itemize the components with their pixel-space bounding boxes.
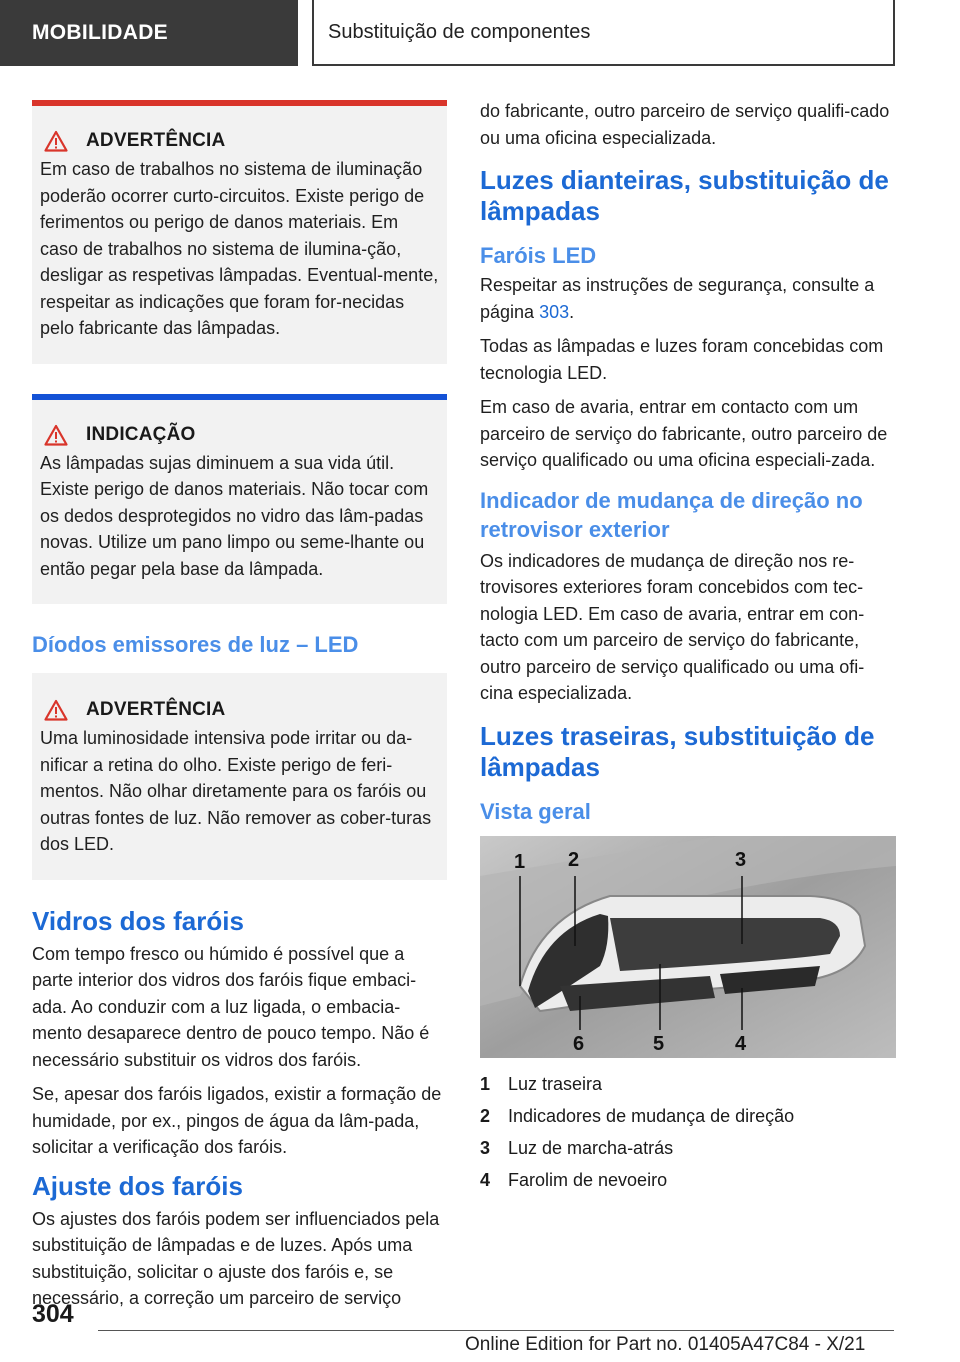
figure-label: 2 — [568, 848, 580, 871]
warning-triangle-icon — [44, 130, 68, 152]
rear-lights-heading: Luzes traseiras, substituição de lâmpadas — [480, 720, 875, 782]
left-column — [32, 100, 447, 1320]
notice-title: INDICAÇÃO — [86, 423, 196, 445]
figure-label: 1 — [514, 850, 526, 873]
overview-subheading: Vista geral — [480, 798, 591, 824]
warning-header — [40, 699, 439, 721]
adjust-heading: Ajuste dos faróis — [32, 1170, 243, 1201]
section-title: MOBILIDADE — [32, 21, 168, 44]
led-heading: Díodos emissores de luz – LED — [32, 632, 359, 657]
legend-number: 3 — [480, 1137, 491, 1158]
figure-label: 5 — [653, 1032, 665, 1055]
mirror-indicator-subheading: Indicador de mudança de direção no retrovisor exterior — [480, 487, 863, 542]
led-paragraph-2: Todas as lâmpadas e luzes foram concebidas com tecnologia LED. — [480, 336, 884, 383]
legend-item — [480, 1100, 896, 1132]
mirror-paragraph: Os indicadores de mudança de direção nos re-trovisores exteriores foram concebidos com tec-nologia LED. Em caso de avaria, entrar em con-tacto com um parceiro de serviço do fabricante, outro parceiro de serviço qualificado ou uma ofi-cina especializada. — [480, 550, 865, 703]
figure-label: 4 — [735, 1032, 747, 1055]
warning-title: ADVERTÊNCIA — [86, 699, 226, 720]
figure-label: 3 — [735, 848, 747, 871]
continued-paragraph: do fabricante, outro parceiro de serviço qualifi-cado ou uma oficina especializada. — [480, 101, 890, 148]
glass-paragraph-1: Com tempo fresco ou húmido é possível que a parte interior dos vidros dos faróis fique embaci-ada. Ao conduzir com a luz ligada, o embacia-mento desaparece dentro de pouco tempo. Não é necessário substituir os vidros dos faróis. — [32, 943, 430, 1070]
glass-paragraph-2: Se, apesar dos faróis ligados, existir a formação de humidade, por ex., pingos de água da lâm-pada, solicitar a verificação dos faróis. — [32, 1084, 442, 1157]
legend-number: 4 — [480, 1169, 491, 1190]
front-lights-heading: Luzes dianteiras, substituição de lâmpadas — [480, 165, 889, 226]
section-tab — [0, 0, 298, 66]
chapter-title: Substituição de componentes — [328, 20, 591, 43]
led-paragraph-1 — [480, 272, 896, 325]
notice-header — [40, 424, 439, 446]
figure-label: 6 — [573, 1032, 585, 1055]
legend-item — [480, 1164, 896, 1196]
warning-title: ADVERTÊNCIA — [86, 130, 226, 151]
legend-item — [480, 1068, 896, 1100]
warning-triangle-icon — [44, 424, 68, 446]
glass-heading: Vidros dos faróis — [32, 905, 244, 936]
legend-text: Indicadores de mudança de direção — [508, 1105, 795, 1126]
warning-triangle-icon — [44, 699, 68, 721]
chapter-tab — [312, 0, 895, 66]
legend-text: Luz de marcha-atrás — [508, 1137, 674, 1158]
warning-box-lighting — [32, 100, 447, 364]
warning-text: Uma luminosidade intensiva pode irritar ou da-nificar a retina do olho. Existe perigo de feri-mentos. Não olhar diretamente para os faróis ou outras fontes de luz. Não remover as cober-turas dos LED. — [40, 728, 432, 854]
notice-text: As lâmpadas sujas diminuem a sua vida útil. Existe perigo de danos materiais. Não tocar com os dedos desprotegidos no vidro das lâm-padas novas. Utilize um pano limpo ou seme-lhante ou então pegar pela base da lâmpada. — [40, 452, 429, 579]
legend-number: 2 — [480, 1105, 491, 1126]
figure-legend — [480, 1068, 896, 1196]
led-paragraph-1-text: Respeitar as instruções de segurança, consulte a página — [480, 275, 875, 322]
led-headlights-subheading: Faróis LED — [480, 243, 597, 268]
legend-number: 1 — [480, 1073, 491, 1094]
legend-text: Luz traseira — [508, 1073, 603, 1094]
led-paragraph-3: Em caso de avaria, entrar em contacto com um parceiro de serviço do fabricante, outro parceiro de serviço qualificado ou uma oficina especiali-zada. — [480, 397, 888, 470]
edition-footer: Online Edition for Part no. 01405A47C84 - X/21 — [465, 1334, 866, 1355]
warning-header — [40, 130, 439, 152]
notice-box-lamps — [32, 394, 447, 605]
legend-item — [480, 1132, 896, 1164]
page-number: 304 — [32, 1300, 74, 1328]
warning-box-led — [32, 673, 447, 880]
warning-text: Em caso de trabalhos no sistema de iluminação poderão ocorrer curto-circuitos. Existe perigo de ferimentos ou perigo de danos materiais. Em caso de trabalhos no sistema de ilumina-ção, desligar as respetivas lâmpadas. Eventual-mente, respeitar as indicações que foram for-necidas pelo fabricante das lâmpadas. — [40, 159, 439, 338]
legend-text: Farolim de nevoeiro — [508, 1169, 668, 1190]
led-paragraph-1-end: . — [569, 301, 575, 322]
right-column — [480, 98, 896, 1196]
tail-light-figure — [480, 836, 896, 1058]
adjust-paragraph: Os ajustes dos faróis podem ser influenciados pela substituição de lâmpadas e de luzes. Após uma substituição, solicitar o ajuste dos faróis e, se necessário, a correção um parceiro de serviço — [32, 1208, 440, 1308]
footer-divider — [98, 1330, 894, 1331]
page-link[interactable]: 303 — [539, 301, 570, 322]
